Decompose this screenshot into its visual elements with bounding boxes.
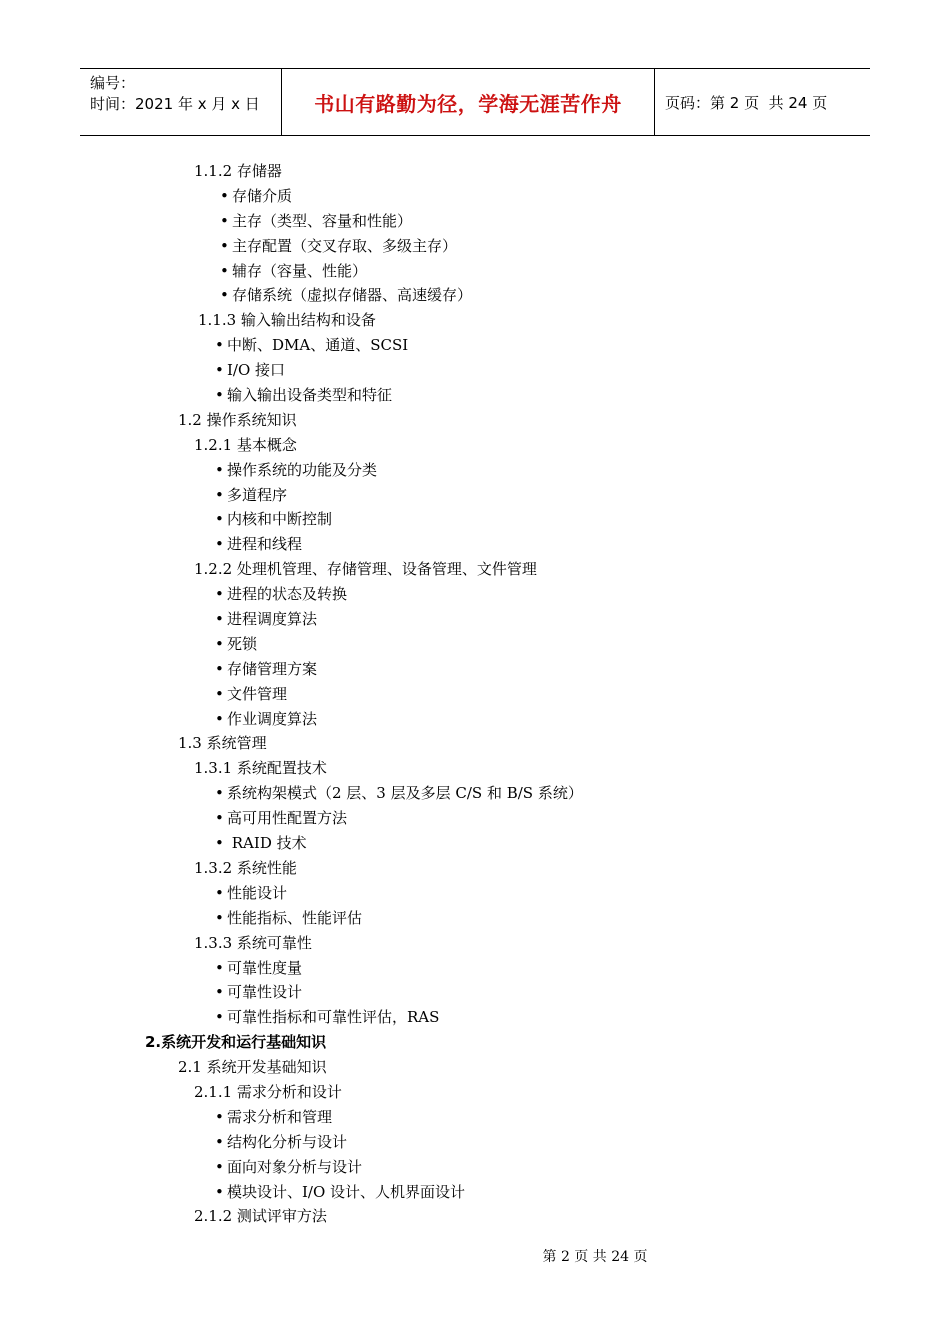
outline-text: 进程和线程 bbox=[227, 535, 303, 554]
bullet-icon: • bbox=[215, 585, 224, 604]
outline-text: 进程的状态及转换 bbox=[227, 585, 348, 604]
outline-heading bbox=[0, 1204, 950, 1229]
outline-bullet-item bbox=[0, 283, 950, 308]
bullet-icon: • bbox=[220, 236, 229, 255]
outline-text: 1.1.2 存储器 bbox=[194, 162, 282, 180]
outline-text: 2.1.2 测试评审方法 bbox=[194, 1207, 327, 1226]
bullet-icon: • bbox=[215, 809, 224, 828]
bullet-icon: • bbox=[215, 460, 224, 479]
outline-text: 2.1.1 需求分析和设计 bbox=[194, 1082, 342, 1101]
outline-heading bbox=[0, 1055, 950, 1080]
header-page-info bbox=[655, 69, 870, 135]
outline-bullet-item bbox=[0, 582, 950, 607]
outline-text: 可靠性设计 bbox=[227, 983, 303, 1002]
outline-heading bbox=[0, 433, 950, 458]
outline-heading bbox=[0, 557, 950, 582]
bullet-icon: • bbox=[220, 186, 229, 205]
page-footer: 第 2 页 共 24 页 bbox=[542, 1249, 648, 1265]
outline-bullet-item bbox=[0, 1005, 950, 1030]
outline-bullet-item bbox=[0, 209, 950, 234]
outline-text: 辅存（容量、性能） bbox=[232, 261, 368, 280]
outline-text: 1.3.2 系统性能 bbox=[194, 858, 297, 877]
outline-bullet-item bbox=[0, 632, 950, 657]
outline-heading bbox=[0, 1080, 950, 1105]
outline-text: 进程调度算法 bbox=[227, 610, 318, 629]
outline-text: 1.1.3 输入输出结构和设备 bbox=[198, 311, 376, 330]
bullet-icon: • bbox=[215, 361, 224, 380]
outline-text: RAID 技术 bbox=[227, 834, 307, 853]
outline-text: 需求分析和管理 bbox=[227, 1107, 333, 1126]
outline-text: 性能设计 bbox=[227, 883, 288, 902]
bullet-icon: • bbox=[215, 634, 224, 653]
page-header bbox=[80, 68, 870, 136]
outline-bullet-item bbox=[0, 1130, 950, 1155]
bullet-icon: • bbox=[215, 958, 224, 977]
outline-heading bbox=[0, 756, 950, 781]
outline-text: 主存配置（交叉存取、多级主存） bbox=[232, 236, 458, 255]
outline-bullet-item bbox=[0, 358, 950, 383]
bullet-icon: • bbox=[215, 386, 224, 405]
header-motto: 书山有路勤为径，学海无涯苦作舟 bbox=[282, 69, 655, 135]
outline-text: 可靠性度量 bbox=[227, 958, 303, 977]
outline-bullet-item bbox=[0, 1105, 950, 1130]
bullet-icon: • bbox=[215, 659, 224, 678]
outline-bullet-item bbox=[0, 980, 950, 1005]
bullet-icon: • bbox=[215, 610, 224, 629]
outline-text: 可靠性指标和可靠性评估，RAS bbox=[227, 1008, 440, 1027]
bullet-icon: • bbox=[215, 1182, 224, 1201]
outline-text: 1.2.1 基本概念 bbox=[194, 435, 297, 454]
outline-bullet-item bbox=[0, 956, 950, 981]
outline-bullet-item bbox=[0, 483, 950, 508]
page-number-label: 页码：第 2 页 共 24 页 bbox=[665, 93, 828, 112]
document-number-label: 编号： bbox=[90, 74, 136, 92]
outline-text: 死锁 bbox=[227, 634, 258, 653]
outline-text: 1.2.2 处理机管理、存储管理、设备管理、文件管理 bbox=[194, 560, 537, 579]
outline-text: 存储系统（虚拟存储器、高速缓存） bbox=[232, 286, 473, 305]
outline-heading bbox=[0, 856, 950, 881]
bullet-icon: • bbox=[215, 1107, 224, 1126]
bullet-icon: • bbox=[215, 883, 224, 902]
outline-bullet-item bbox=[0, 657, 950, 682]
outline-heading bbox=[0, 159, 950, 184]
bullet-icon: • bbox=[220, 211, 229, 230]
outline-bullet-item bbox=[0, 881, 950, 906]
outline-text: 面向对象分析与设计 bbox=[227, 1157, 363, 1176]
outline-bullet-item bbox=[0, 806, 950, 831]
bullet-icon: • bbox=[215, 1008, 224, 1027]
outline-bullet-item bbox=[0, 607, 950, 632]
outline-bullet-item bbox=[0, 259, 950, 284]
bullet-icon: • bbox=[215, 908, 224, 927]
outline-text: 结构化分析与设计 bbox=[227, 1132, 348, 1151]
outline-text: 1.3.3 系统可靠性 bbox=[194, 933, 312, 952]
outline-text: 2.系统开发和运行基础知识 bbox=[145, 1033, 327, 1052]
bullet-icon: • bbox=[215, 336, 224, 355]
bullet-icon: • bbox=[215, 709, 224, 728]
outline-text: 1.2 操作系统知识 bbox=[178, 410, 297, 429]
outline-text: 2.1 系统开发基础知识 bbox=[178, 1058, 327, 1077]
bullet-icon: • bbox=[215, 784, 224, 803]
outline-text: 模块设计、I/O 设计、人机界面设计 bbox=[227, 1182, 466, 1201]
bullet-icon: • bbox=[215, 1132, 224, 1151]
outline-bullet-item bbox=[0, 383, 950, 408]
outline-bullet-item bbox=[0, 507, 950, 532]
outline-text: 系统构架模式（2 层、3 层及多层 C/S 和 B/S 系统） bbox=[227, 784, 583, 803]
outline-bullet-item bbox=[0, 831, 950, 856]
outline-heading bbox=[0, 731, 950, 756]
bullet-icon: • bbox=[220, 261, 229, 280]
outline-text: 高可用性配置方法 bbox=[227, 809, 348, 828]
outline-text: 性能指标、性能评估 bbox=[227, 908, 363, 927]
bullet-icon: • bbox=[220, 286, 229, 305]
outline-text: 中断、DMA、通道、SCSI bbox=[227, 336, 409, 355]
document-date: 时间：2021 年 x 月 x 日 bbox=[90, 95, 260, 113]
outline-text: 1.3.1 系统配置技术 bbox=[194, 759, 327, 778]
outline-text: 1.3 系统管理 bbox=[178, 734, 267, 753]
outline-bullet-item bbox=[0, 458, 950, 483]
outline-text: I/O 接口 bbox=[227, 361, 286, 380]
outline-text: 操作系统的功能及分类 bbox=[227, 460, 378, 479]
outline-heading bbox=[0, 931, 950, 956]
outline-bullet-item bbox=[0, 333, 950, 358]
bullet-icon: • bbox=[215, 983, 224, 1002]
outline-text: 内核和中断控制 bbox=[227, 510, 333, 529]
outline-bullet-item bbox=[0, 1180, 950, 1205]
outline-bullet-item bbox=[0, 906, 950, 931]
outline-bullet-item bbox=[0, 184, 950, 209]
bullet-icon: • bbox=[215, 535, 224, 554]
outline-heading bbox=[0, 308, 950, 333]
bullet-icon: • bbox=[215, 510, 224, 529]
outline-bullet-item bbox=[0, 532, 950, 557]
outline-text: 文件管理 bbox=[227, 684, 288, 703]
outline-content bbox=[0, 159, 950, 1229]
outline-text: 作业调度算法 bbox=[227, 709, 318, 728]
outline-bullet-item bbox=[0, 707, 950, 732]
outline-bullet-item bbox=[0, 234, 950, 259]
header-meta bbox=[80, 69, 282, 135]
outline-text: 存储管理方案 bbox=[227, 659, 318, 678]
outline-bullet-item bbox=[0, 781, 950, 806]
bullet-icon: • bbox=[215, 834, 224, 853]
section-heading bbox=[0, 1030, 950, 1055]
outline-heading bbox=[0, 408, 950, 433]
outline-text: 输入输出设备类型和特征 bbox=[227, 386, 393, 405]
bullet-icon: • bbox=[215, 1157, 224, 1176]
outline-text: 存储介质 bbox=[232, 186, 293, 205]
outline-bullet-item bbox=[0, 682, 950, 707]
bullet-icon: • bbox=[215, 485, 224, 504]
outline-bullet-item bbox=[0, 1155, 950, 1180]
outline-text: 多道程序 bbox=[227, 485, 288, 504]
bullet-icon: • bbox=[215, 684, 224, 703]
outline-text: 主存（类型、容量和性能） bbox=[232, 211, 413, 230]
